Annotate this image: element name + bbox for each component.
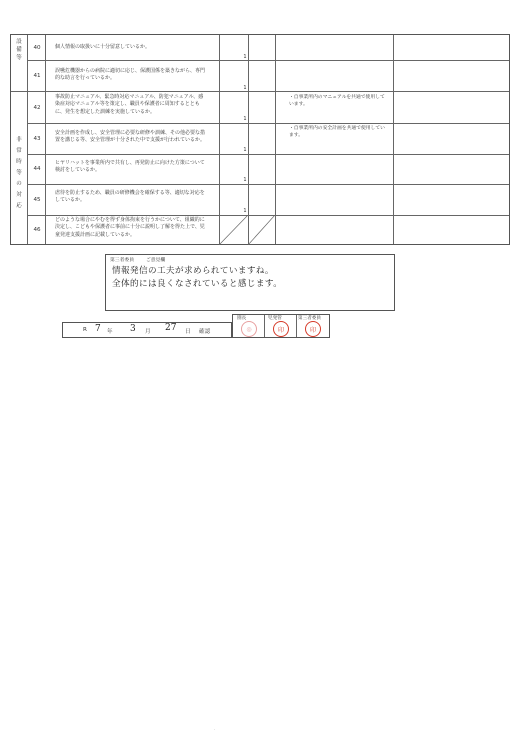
date-era: R	[83, 327, 87, 333]
question-line: しているか。	[55, 197, 86, 204]
category-char: の	[16, 181, 22, 187]
confirmation-date	[62, 322, 232, 338]
score-value: 1	[243, 147, 247, 153]
score-value: 1	[243, 116, 247, 122]
item-number: 44	[33, 166, 41, 172]
category-char: 非	[16, 137, 22, 143]
question-line: どのような場合にやむを得ず身体拘束を行うかについて、組織的に	[55, 217, 205, 223]
col-divider	[393, 35, 394, 244]
comment-line: います。	[289, 102, 308, 107]
stamp-divider	[264, 315, 265, 337]
col-divider	[27, 35, 28, 244]
date-year-handwritten: 7	[95, 324, 101, 334]
stamp-label-committee: 第三者委員	[298, 316, 321, 321]
question-line: 童発達支援計画に記載しているか。	[55, 231, 136, 238]
question-line: 的な助言を行っているか。	[55, 75, 116, 82]
question-line: に、発生を想定した訓練を実施しているか。	[55, 108, 156, 115]
category-char: 時	[16, 159, 22, 165]
date-year-label: 年	[107, 329, 113, 335]
opinion-handwritten-line: 全体的には良くなされていると感じます。	[112, 279, 283, 289]
opinion-handwritten-line: 情報発信の工夫が求められていますね。	[112, 266, 274, 276]
item-comment	[289, 125, 401, 139]
item-number: 45	[33, 197, 41, 203]
seal-stamp-red: 印	[305, 321, 321, 337]
item-question	[55, 44, 230, 51]
evaluation-table	[10, 34, 510, 245]
question-line: 安全計画を作成し、安全管理に必要な研修や訓練、その他必要な措	[55, 130, 206, 136]
date-month-label: 月	[145, 329, 151, 335]
opinion-box-title: 第三者委員	[110, 258, 134, 263]
stamp-divider	[296, 315, 297, 337]
date-month-handwritten: 3	[130, 324, 136, 334]
opinion-box-subtitle: ご意見欄	[146, 258, 166, 263]
question-line: ヒヤリハットを事業所内で共有し、再発防止に向けた方策について	[55, 160, 205, 166]
item-question	[55, 130, 230, 145]
date-confirm-label: 確認	[199, 329, 211, 335]
question-line: 置を講じる等、安全管理が十分された中で支援が行われているか。	[55, 137, 206, 144]
comment-line: ・自事業所内の安全計画を共通で使用してい	[289, 126, 385, 131]
item-number: 40	[33, 45, 41, 51]
item-question	[55, 68, 230, 83]
stamp-area	[232, 314, 330, 338]
question-line: 決定し、こどもや保護者に事前に十分に説明し了解を得た上で、児	[55, 224, 205, 231]
score-value: 1	[243, 208, 247, 214]
category-char: 対	[16, 192, 22, 198]
score-value: 1	[243, 177, 247, 183]
category-char: 等	[16, 55, 22, 61]
score-value: 1	[243, 54, 247, 60]
question-line: 事故防止マニュアル、緊急時対応マニュアル、防犯マニュアル、感	[55, 94, 204, 100]
date-day-label: 日	[185, 329, 191, 335]
question-line: 虐待を防止するため、職員の研修機会を確保する等、適切な対応を	[55, 190, 205, 196]
col-divider	[275, 35, 276, 244]
question-line: 誤嚥危機器からの病院に適切に応じ、保護国係を築きながら、専門	[55, 68, 206, 74]
seal-stamp-red: 印	[273, 321, 289, 337]
comment-line: ・自事業所内のマニュアルを共通で使用して	[289, 95, 385, 100]
item-number: 41	[33, 73, 41, 79]
category-char: 応	[16, 203, 22, 209]
item-question	[55, 160, 230, 175]
question-line: 個人情報の取扱いに十分留意しているか。	[55, 44, 151, 50]
item-number: 43	[33, 136, 41, 142]
scan-mark: ·	[214, 727, 216, 732]
col-divider	[45, 35, 46, 244]
stamp-label-manager: 児発管	[268, 316, 282, 321]
date-day-handwritten: 27	[165, 323, 177, 333]
opinion-box	[105, 254, 395, 311]
item-number: 46	[33, 227, 41, 233]
question-line: 染症対応マニュアル等を策定し、職員や保護者に周知するととも	[55, 101, 200, 108]
row-divider	[27, 60, 509, 61]
stamp-label-director: 園長	[237, 316, 247, 321]
score-value: 1	[243, 85, 247, 91]
question-line: 検討をしているか。	[55, 167, 101, 174]
item-number: 42	[33, 105, 41, 111]
category-char: 常	[16, 148, 22, 154]
category-char: 備	[16, 47, 22, 53]
row-divider	[27, 184, 509, 185]
row-divider	[27, 123, 509, 124]
item-question	[55, 217, 230, 239]
row-divider	[11, 91, 509, 92]
item-question	[55, 190, 230, 205]
row-divider	[27, 154, 509, 155]
comment-line: ます。	[289, 133, 304, 138]
category-char: 等	[16, 170, 22, 176]
item-comment	[289, 94, 401, 108]
item-question	[55, 94, 230, 116]
category-char: 設	[16, 39, 22, 45]
seal-stamp-faint: ◎	[241, 321, 257, 337]
